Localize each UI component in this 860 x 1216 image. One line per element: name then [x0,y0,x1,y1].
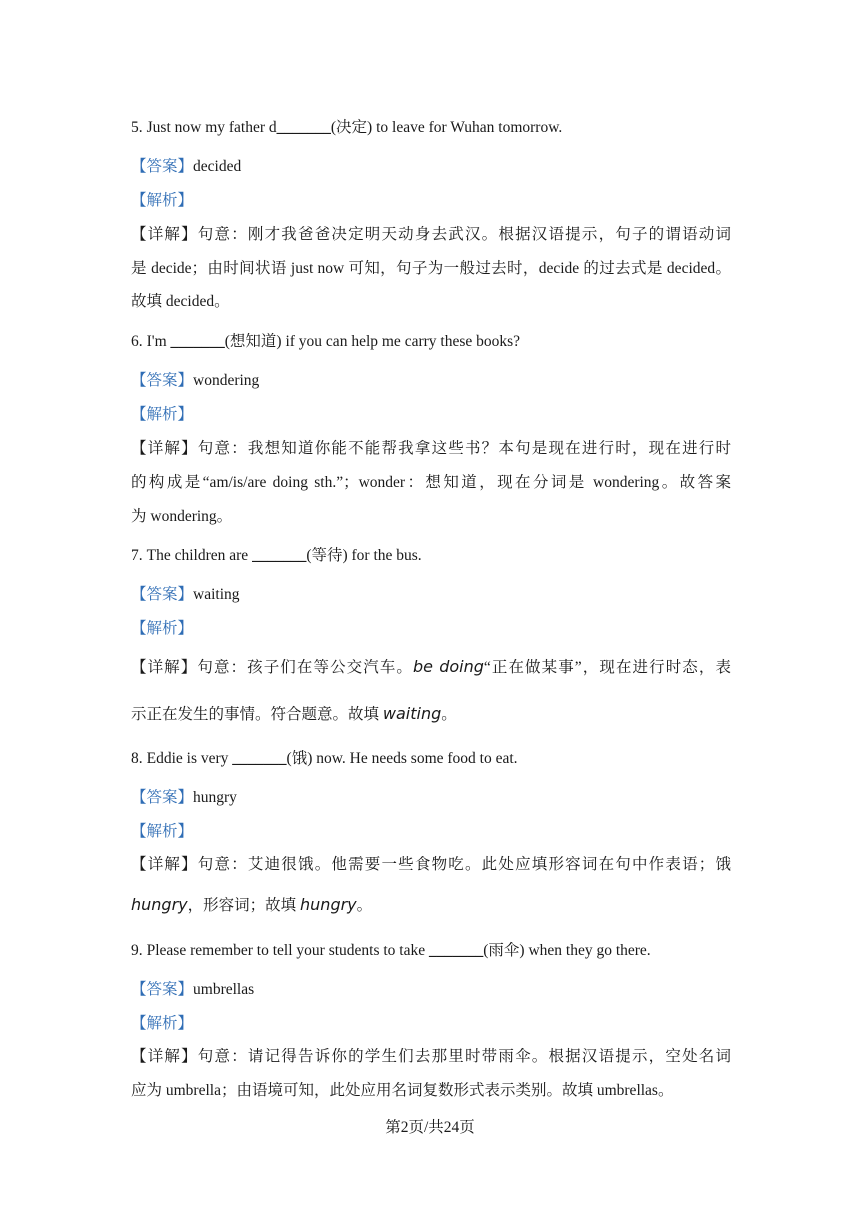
detail-line [131,704,731,725]
question-number: 5. [131,119,143,136]
question-number: 9. [131,942,143,959]
question-hint: (等待) for the bus. [306,547,422,564]
detail-line [131,895,731,916]
detail-line: 为 wondering。 [131,508,233,525]
detail-tag: 【详解】 [131,440,198,457]
detail-tag: 【详解】 [131,1048,198,1065]
question-text: Eddie is very [146,750,233,767]
answer-tag: 【答案】 [131,586,194,603]
detail-line [131,225,731,245]
detail-line [131,439,731,459]
page-footer: 第2页/共24页 [385,1119,475,1136]
answer-value: waiting [193,586,240,603]
handwritten-phrase: waiting [382,704,442,723]
detail-line: 故填 decided。 [131,293,230,310]
detail-line [131,1047,731,1067]
detail-text: 句意：请记得告诉你的学生们去那里时带雨伞。根据汉语提示，空处名词 [197,1048,731,1065]
answer-tag: 【答案】 [131,789,194,806]
question-hint: (想知道) if you can help me carry these books? [224,333,521,350]
question-text: Just now my father d [146,119,277,136]
analysis-tag: 【解析】 [131,823,194,840]
question-9 [131,941,731,961]
answer-line [131,980,731,1000]
detail-text: 。 [441,706,457,723]
detail-text: 句意：艾迪很饿。他需要一些食物吃。此处应填形容词在句中作表语；饿 [197,856,731,873]
analysis-tag: 【解析】 [131,620,194,637]
question-hint: (决定) to leave for Wuhan tomorrow. [330,119,563,136]
answer-tag: 【答案】 [131,158,194,175]
detail-text: “正在做某事”，现在进行时态，表 [483,659,731,676]
question-8 [131,749,731,769]
question-5 [131,118,731,138]
answer-blank: _______ [429,942,484,959]
answer-tag: 【答案】 [131,372,194,389]
detail-text: ，形容词；故填 [187,897,301,914]
question-7 [131,546,731,566]
question-hint: (雨伞) when they go there. [483,942,651,959]
detail-line [131,657,731,678]
answer-line [131,788,731,808]
detail-line [131,855,731,875]
question-6 [131,332,731,352]
answer-line [131,157,731,177]
detail-text: 。 [356,897,373,914]
question-number: 7. [131,547,143,564]
answer-blank: _______ [170,333,225,350]
answer-line [131,585,731,605]
detail-text: 句意：孩子们在等公交汽车。 [197,659,414,676]
question-number: 8. [131,750,143,767]
detail-text: 示正在发生的事情。符合题意。故填 [131,706,383,723]
detail-line: 应为 umbrella；由语境可知，此处应用名词复数形式表示类别。故填 umbrellas。 [131,1082,674,1099]
answer-value: wondering [193,372,260,389]
answer-line [131,371,731,391]
answer-value: decided [193,158,242,175]
answer-blank: _______ [252,547,307,564]
handwritten-phrase: be doing [413,657,484,676]
detail-line: 是 decide；由时间状语 just now 可知，句子为一般过去时，decide 的过去式是 decided。 [131,260,731,277]
analysis-tag: 【解析】 [131,1015,194,1032]
detail-tag: 【详解】 [131,659,198,676]
question-text: The children are [146,547,253,564]
detail-tag: 【详解】 [131,856,198,873]
question-number: 6. [131,333,143,350]
analysis-tag: 【解析】 [131,192,194,209]
answer-value: umbrellas [193,981,255,998]
detail-tag: 【详解】 [131,226,198,243]
answer-blank: _______ [276,119,331,136]
question-text: I'm [146,333,171,350]
answer-value: hungry [193,789,237,806]
question-text: Please remember to tell your students to take [146,942,429,959]
question-hint: (饿) now. He needs some food to eat. [286,750,518,767]
answer-blank: _______ [232,750,287,767]
handwritten-phrase: hungry [300,895,357,914]
analysis-tag: 【解析】 [131,406,194,423]
detail-text: 句意：我想知道你能不能帮我拿这些书？本句是现在进行时，现在进行时 [197,440,731,457]
detail-line: 的构成是“am/is/are doing sth.”；wonder：想知道，现在分词是 wondering。故答案 [131,474,731,491]
handwritten-phrase: hungry [131,895,188,914]
answer-tag: 【答案】 [131,981,194,998]
detail-text: 句意：刚才我爸爸决定明天动身去武汉。根据汉语提示，句子的谓语动词 [197,226,731,243]
